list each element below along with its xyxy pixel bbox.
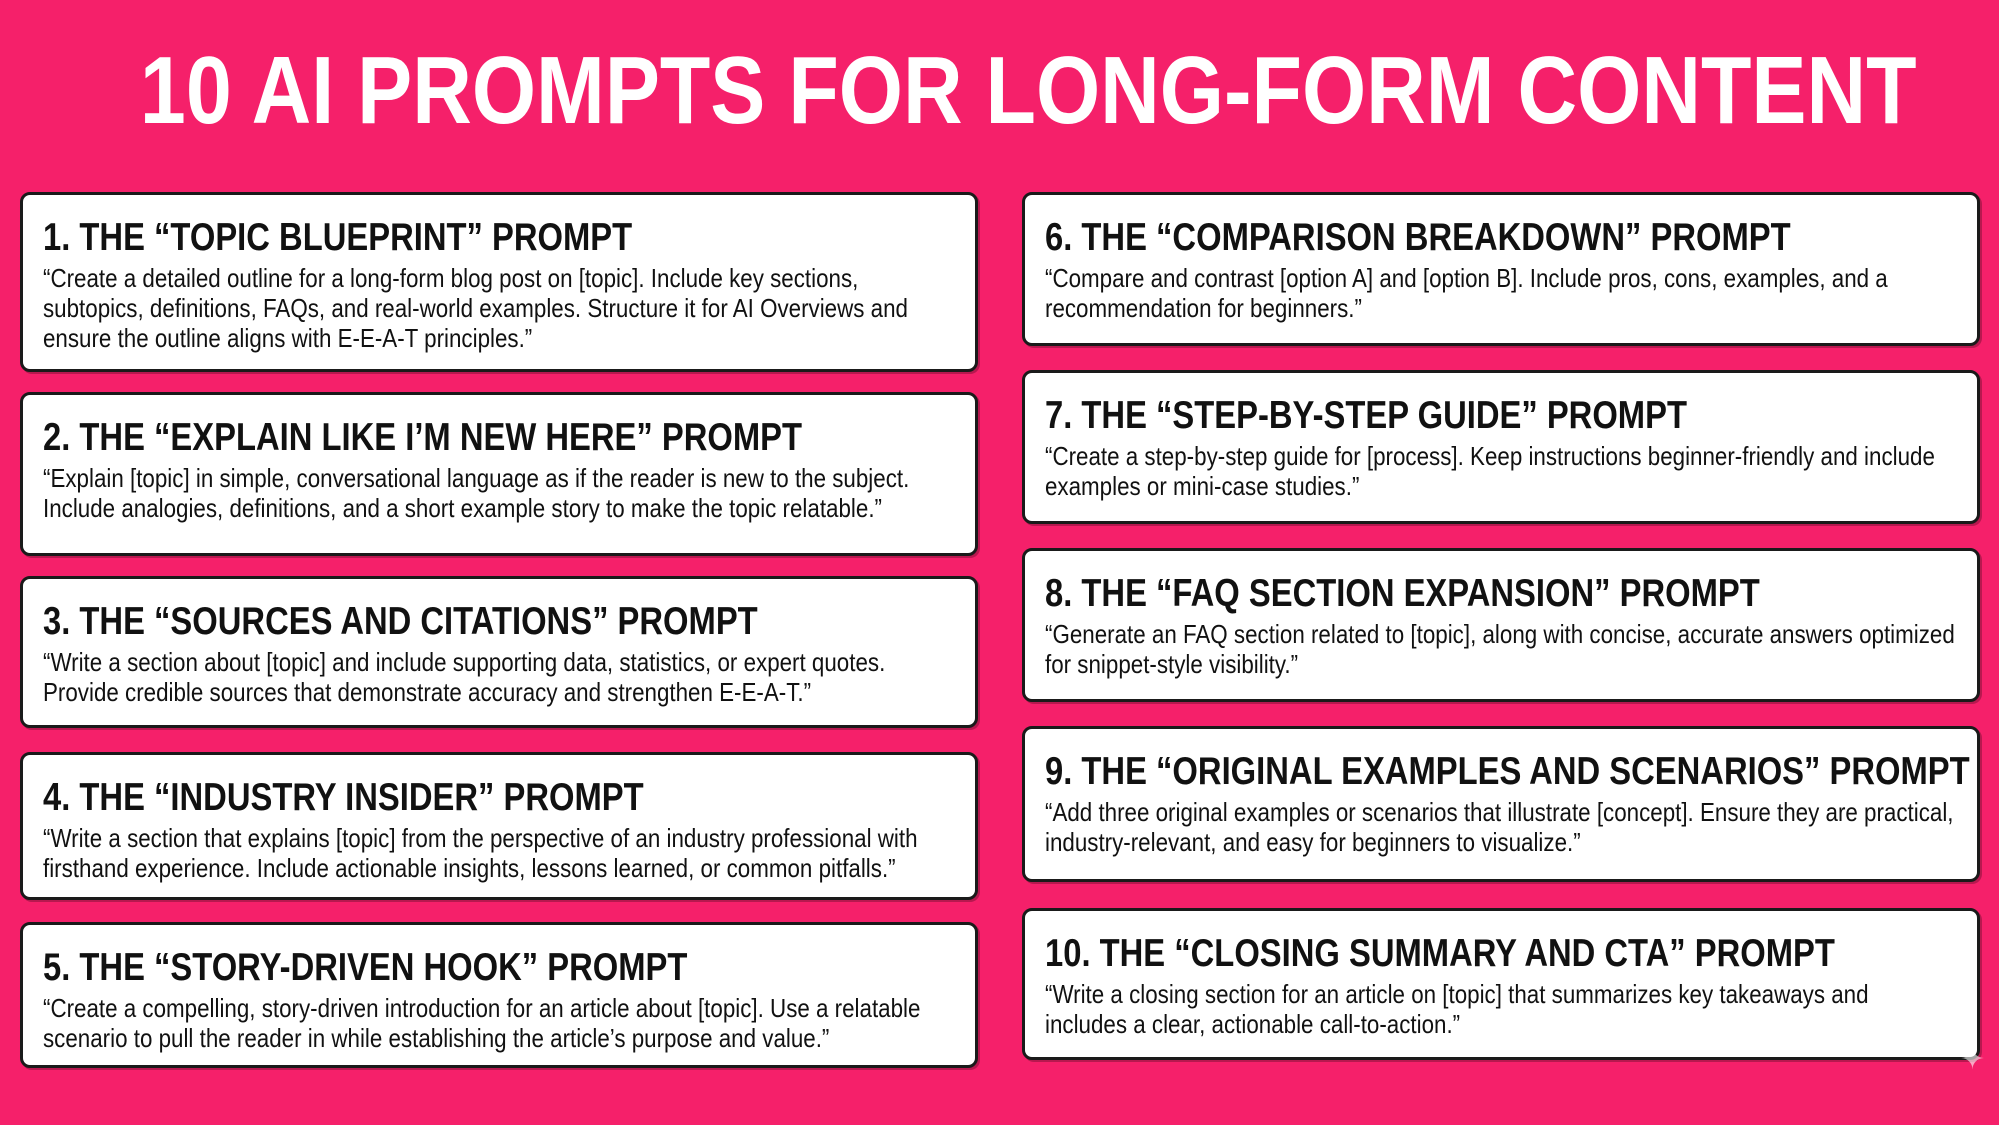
prompt-card-title: 6. THE “COMPARISON BREAKDOWN” PROMPT bbox=[1045, 216, 1791, 259]
prompt-card-4 bbox=[20, 752, 978, 900]
prompt-card-1 bbox=[20, 192, 978, 372]
prompt-card-body: “Compare and contrast [option A] and [option B]. Include pros, cons, examples, and a recommendation for beginners.” bbox=[1045, 263, 1888, 323]
prompt-card-body: “Create a step-by-step guide for [process]. Keep instructions beginner-friendly and include examples or mini-case studies.” bbox=[1045, 441, 1935, 501]
right-column bbox=[1022, 192, 1980, 1060]
page-title: 10 AI PROMPTS FOR LONG-FORM CONTENT bbox=[139, 37, 1917, 144]
prompt-card-title: 9. THE “ORIGINAL EXAMPLES AND SCENARIOS” PROMPT bbox=[1045, 750, 1970, 793]
prompt-card-title: 1. THE “TOPIC BLUEPRINT” PROMPT bbox=[43, 216, 633, 259]
prompt-card-body: “Write a section about [topic] and include supporting data, statistics, or expert quotes. Provide credible sources that demonstrate accuracy and strengthen E-E-A-T.” bbox=[43, 647, 886, 707]
prompt-card-body: “Write a closing section for an article on [topic] that summarizes key takeaways and includes a clear, actionable call-to-action.” bbox=[1045, 979, 1869, 1039]
prompt-card-8 bbox=[1022, 548, 1980, 702]
prompt-card-body: “Write a section that explains [topic] from the perspective of an industry professional with firsthand experience. Include actionable insights, lessons learned, or common pitfalls.” bbox=[43, 823, 918, 883]
prompt-card-body: “Explain [topic] in simple, conversational language as if the reader is new to the subject. Include analogies, definitions, and a short example story to make the topic relatable.” bbox=[43, 463, 910, 523]
prompt-card-title: 10. THE “CLOSING SUMMARY AND CTA” PROMPT bbox=[1045, 932, 1835, 975]
prompt-card-title: 3. THE “SOURCES AND CITATIONS” PROMPT bbox=[43, 600, 758, 643]
prompt-card-title: 5. THE “STORY-DRIVEN HOOK” PROMPT bbox=[43, 946, 688, 989]
prompt-card-title: 4. THE “INDUSTRY INSIDER” PROMPT bbox=[43, 776, 644, 819]
left-column bbox=[20, 192, 978, 1068]
prompt-card-3 bbox=[20, 576, 978, 728]
prompt-card-title: 2. THE “EXPLAIN LIKE I’M NEW HERE” PROMPT bbox=[43, 416, 803, 459]
prompt-card-6 bbox=[1022, 192, 1980, 346]
prompt-card-body: “Add three original examples or scenarios that illustrate [concept]. Ensure they are practical, industry-relevant, and easy for beginners to visualize.” bbox=[1045, 797, 1954, 857]
prompt-card-body: “Generate an FAQ section related to [topic], along with concise, accurate answers optimized for snippet-style visibility.” bbox=[1045, 619, 1955, 679]
prompt-card-body: “Create a compelling, story-driven introduction for an article about [topic]. Use a relatable scenario to pull the reader in while establishing the article’s purpose and value.” bbox=[43, 993, 921, 1053]
prompt-card-7 bbox=[1022, 370, 1980, 524]
prompt-card-9 bbox=[1022, 726, 1980, 882]
prompt-card-body: “Create a detailed outline for a long-form blog post on [topic]. Include key sections, subtopics, definitions, FAQs, and real-world examples. Structure it for AI Overviews and ensure the outline aligns with E-E-A-T principles.” bbox=[43, 263, 908, 353]
prompt-card-title: 7. THE “STEP-BY-STEP GUIDE” PROMPT bbox=[1045, 394, 1687, 437]
prompt-card-10 bbox=[1022, 908, 1980, 1060]
sparkle-icon: ✦ bbox=[1959, 1042, 1985, 1077]
prompt-card-5 bbox=[20, 922, 978, 1068]
prompt-card-2 bbox=[20, 392, 978, 556]
prompt-card-title: 8. THE “FAQ SECTION EXPANSION” PROMPT bbox=[1045, 572, 1760, 615]
